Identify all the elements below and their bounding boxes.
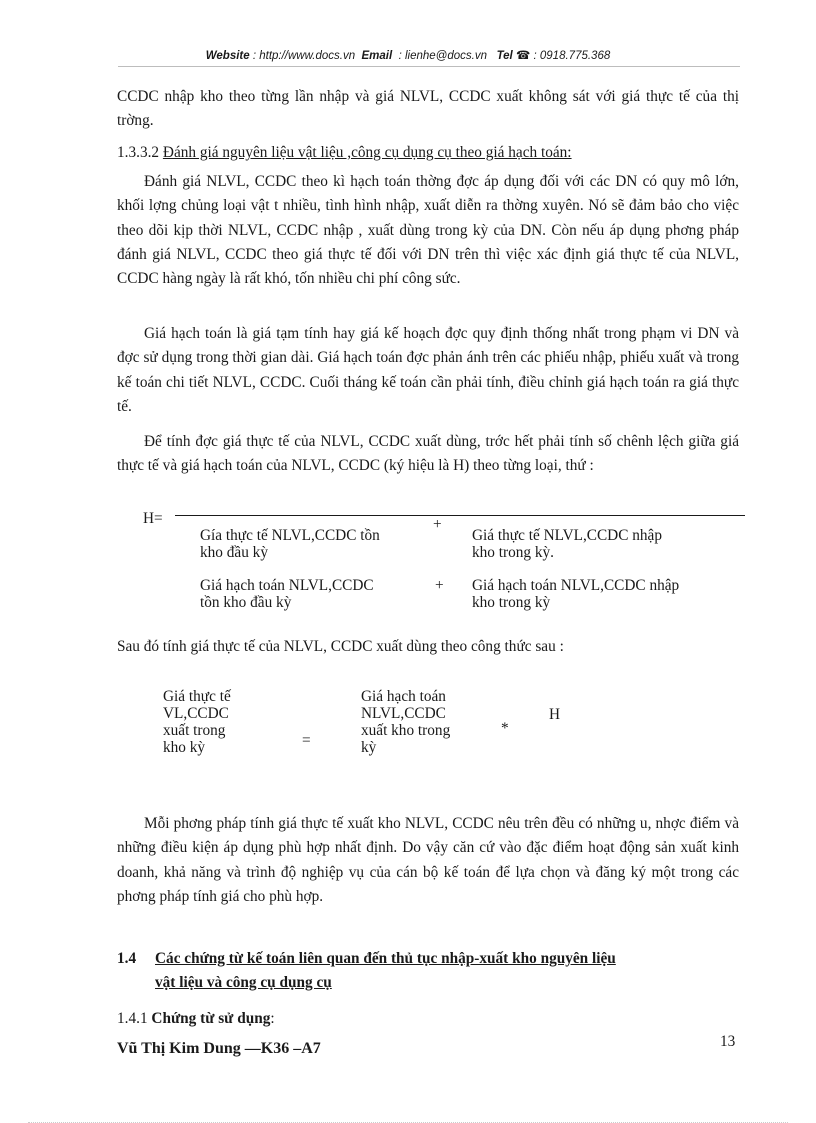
section-14-number: 1.4 bbox=[117, 950, 137, 967]
formula2-times: * bbox=[501, 720, 509, 737]
page-header bbox=[0, 48, 816, 62]
footer-author: Vũ Thị Kim Dung —K36 –A7 bbox=[117, 1040, 321, 1057]
section-141-heading bbox=[117, 1010, 275, 1027]
formula2-right: H bbox=[549, 706, 561, 723]
website-value[interactable]: : http://www.docs.vn bbox=[252, 50, 356, 62]
formula2-left: Giá thực tế VL,CCDC xuất trong kho kỳ bbox=[163, 688, 231, 756]
paragraph-6: Mỗi phơng pháp tính giá thực tế xuất kho NLVL, CCDC nêu trên đều có những u, nhợc điểm và những điều kiện áp dụng phù hợp nhất định. Do vậy căn cứ vào đặc điểm hoạt động sản xuất kinh doanh, khả năng và trình độ nghiệp vụ của cán bộ kế toán để lựa chọn và đăng ký một trong các phơng pháp tính giá cho phù hợp. bbox=[117, 815, 739, 905]
section-number: 1.3.3.2 bbox=[117, 144, 160, 161]
header-divider bbox=[118, 66, 740, 67]
tel-value: : 0918.775.368 bbox=[533, 50, 611, 62]
website-label: Website bbox=[205, 50, 250, 62]
formula2-middle: Giá hạch toán NLVL,CCDC xuất kho trong kỳ bbox=[361, 688, 451, 756]
telephone-icon: ☎ bbox=[515, 50, 531, 62]
paragraph-1: CCDC nhập kho theo từng lần nhập và giá NLVL, CCDC xuất không sát với giá thực tế của thị trờng. bbox=[117, 88, 739, 130]
email-label: Email bbox=[361, 50, 393, 62]
section-141-number: 1.4.1 bbox=[117, 1010, 148, 1027]
section-heading-1332 bbox=[117, 144, 572, 161]
numerator-left: Gía thực tế NLVL,CCDC tồn kho đầu kỳ bbox=[200, 527, 380, 561]
email-value[interactable]: : lienhe@docs.vn bbox=[398, 50, 487, 62]
numerator-right: Giá thực tế NLVL,CCDC nhập kho trong kỳ. bbox=[472, 527, 662, 561]
section-141-colon: : bbox=[270, 1010, 275, 1027]
tel-label: Tel bbox=[496, 50, 513, 62]
section-14-title-line2: vật liệu và công cụ dụng cụ bbox=[155, 974, 332, 991]
section-141-title: Chứng từ sử dụng bbox=[151, 1010, 271, 1027]
paragraph-5: Sau đó tính giá thực tế của NLVL, CCDC xuất dùng theo công thức sau : bbox=[117, 638, 564, 655]
denominator-right: Giá hạch toán NLVL,CCDC nhập kho trong kỳ bbox=[472, 577, 680, 611]
formula2-equals: = bbox=[302, 732, 311, 749]
paragraph-4: Để tính đợc giá thực tế của NLVL, CCDC xuất dùng, trớc hết phải tính số chênh lệch giữa giá thực tế và giá hạch toán của NLVL, CCDC (ký hiệu là H) theo từng loại, thứ : bbox=[117, 433, 739, 475]
formula-lhs: H= bbox=[143, 510, 163, 527]
section-title: Đánh giá nguyên liệu vật liệu ,công cụ dụng cụ theo giá hạch toán: bbox=[162, 144, 572, 161]
section-14-title-line1: Các chứng từ kế toán liên quan đến thủ tục nhập-xuất kho nguyên liệu bbox=[155, 950, 616, 967]
numerator-plus: + bbox=[433, 516, 442, 533]
paragraph-2: Đánh giá NLVL, CCDC theo kì hạch toán thờng đợc áp dụng đối với các DN có quy mô lớn, khối lợng chủng loại vật t nhiều, tình hình nhập, xuất diễn ra thờng xuyên. Nó sẽ đảm bảo cho việc theo dõi kịp thời NLVL, CCDC nhập , xuất dùng trong kỳ của DN. Còn nếu áp dụng phơng pháp đánh giá NLVL, CCDC theo giá thực tế đối với DN trên thì việc xác định giá thực tế của NLVL, CCDC hàng ngày là rất khó, tốn nhiều chi phí công sức. bbox=[117, 173, 739, 288]
paragraph-3: Giá hạch toán là giá tạm tính hay giá kế hoạch đợc quy định thống nhất trong phạm vi DN và đợc sử dụng trong thời gian dài. Giá hạch toán đợc phản ánh trên các phiếu nhập, phiếu xuất và trong kế toán chi tiết NLVL, CCDC. Cuối tháng kế toán cần phải tính, điều chỉnh giá hạch toán ra giá thực tế. bbox=[117, 325, 739, 415]
denominator-plus: + bbox=[435, 577, 444, 594]
fraction-line bbox=[175, 515, 745, 516]
page-number: 13 bbox=[720, 1033, 736, 1050]
denominator-left: Giá hạch toán NLVL,CCDC tồn kho đầu kỳ bbox=[200, 577, 374, 611]
